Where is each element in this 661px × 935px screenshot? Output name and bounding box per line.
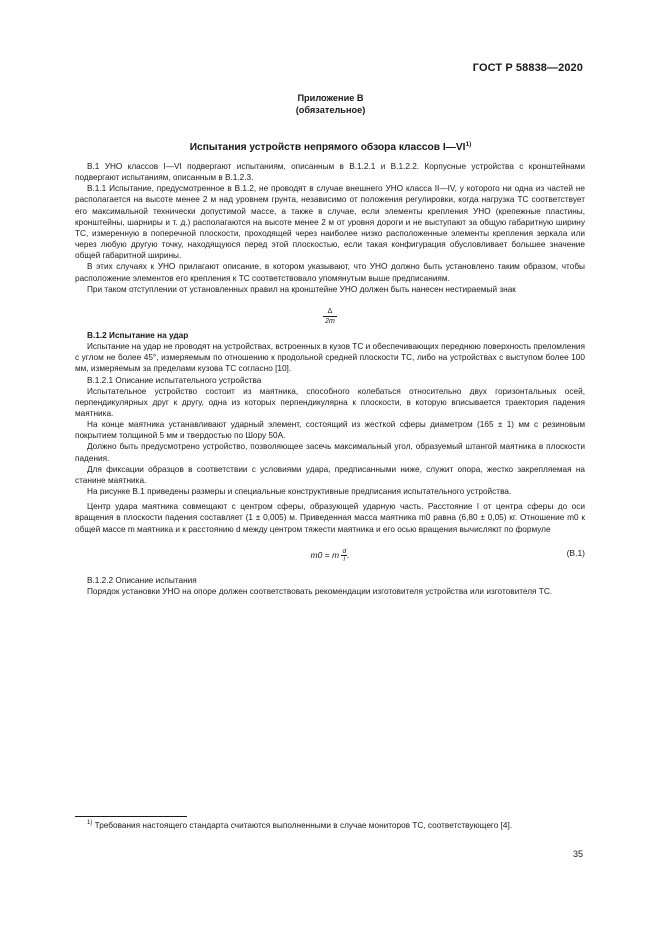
formula-numerator: d [342,547,347,555]
paragraph: Должно быть предусмотрено устройство, позволяющее засечь максимальный угол, образуемый штангой маятника в плоскости падения. [75,442,585,463]
sign-label: 2m [325,317,335,325]
paragraph: Испытательное устройство состоит из маятника, способного колебаться относительно двух горизонтальных осей, перпендикулярных друг к другу, одна из которых перпендикулярна к плоскости, в которую вписывается траектория падения маятника. [75,386,585,418]
section-title-text: Испытания устройств непрямого обзора классов I—VI [189,142,466,153]
page-number: 35 [572,849,583,859]
formula-lhs: m0 = m [310,549,340,560]
paragraph: Для фиксации образцов в соответствии с условиями удара, предписанными ниже, служит опора, жестко закрепляемая на станине маятника. [75,464,585,485]
annex-type: (обязательное) [295,105,366,115]
paragraph: В этих случаях к УНО прилагают описание, в котором указывают, что УНО должно быть установлено таким образом, чтобы расположение элементов его крепления к ТС соответствовало упомянутым выше предписаниям. [75,262,585,283]
paragraph: В.1 УНО классов I—VI подвергают испытаниям, описанным в В.1.2.1 и В.1.2.2. Корпусные устройства с кронштейнами подвергают испытаниям, описанным в В.1.2.3. [75,162,585,183]
paragraph: Центр удара маятника совмещают с центром сферы, образующей ударную часть. Расстояние l от центра сферы до оси вращения в плоскости падения составляет (1 ± 0,005) м. Приведенная масса маятника m0 равна (6,80 ± 0,05) кг. Отношение m0 к общей массе m маятника и к расстоянию d между центром тяжести маятника и его осью вращения вычисляют по формуле [75,502,585,534]
footnote-separator [75,816,187,817]
paragraph: Испытание на удар не проводят на устройствах, встроенных в кузов ТС и обеспечивающих переднюю поверхность преломления с углом не более 45°, измеряемым по отношению к продольной средней плоскости ТС, либо на устройствах с выступом более 100 мм, измеряемым за пределами кузова ТС согласно [10]. [75,342,585,374]
subsection-heading: В.1.2.2 Описание испытания [87,575,197,585]
formula-denominator: l [343,555,345,563]
paragraph: На конце маятника устанавливают ударный элемент, состоящий из жесткой сферы диаметром (165 ± 1) мм с резиновым покрытием толщиной 5 мм и твердостью по Шору 50А. [75,420,585,441]
body-text [75,161,585,597]
section-title [0,141,661,153]
subsection-heading: В.1.2.1 Описание испытательного устройства [87,375,262,385]
standard-number: ГОСТ Р 58838—2020 [472,62,583,74]
footnote-mark: 1) [87,820,93,826]
sign-triangle: Δ [327,307,333,315]
annex-title: Приложение В [297,93,364,103]
annex-heading [0,92,661,116]
paragraph: При таком отступлении от установленных правил на кронштейне УНО должен быть нанесен нестираемый знак [87,284,516,294]
footnote-reference: 1) [465,141,472,148]
paragraph: На рисунке В.1 приведены размеры и специальные конструктивные предписания испытательного устройства. [87,487,512,497]
formula-number: (В.1) [566,547,585,558]
subsection-heading: В.1.2 Испытание на удар [87,330,189,340]
formula-expression [75,548,585,563]
footnote [75,818,585,831]
paragraph: В.1.1 Испытание, предусмотренное в В.1.2, не проводят в случае внешнего УНО класса II—IV, у которого ни одна из частей не располагается на высоте менее 2 м над уровнем грунта, независимо от положения регулировки, когда нагрузка ТС соответствует его максимальной технически допустимой массе, а также в случае, если элементы крепления УНО (крепежные пластины, кронштейны, шарниры и т. д.) располагаются на высоте менее 2 м от уровня дороги и не выступают за общую габаритную ширину ТС, измеренную в поперечной плоскости, проходящей через наиболее низко расположенные элементы крепления зеркала или через любую другую точку, находящуюся перед этой плоскостью, если такая конфигурация обусловливает большее значение общей габаритной ширины. [75,184,585,261]
formula-b1 [75,543,585,565]
marking-sign [75,307,585,326]
formula-end: . [347,549,350,560]
footnote-text: Требования настоящего стандарта считаются выполненными в случае мониторов ТС, соответствующего [4]. [94,820,513,830]
paragraph: Порядок установки УНО на опоре должен соответствовать рекомендации изготовителя устройства или изготовителя ТС. [87,586,553,596]
